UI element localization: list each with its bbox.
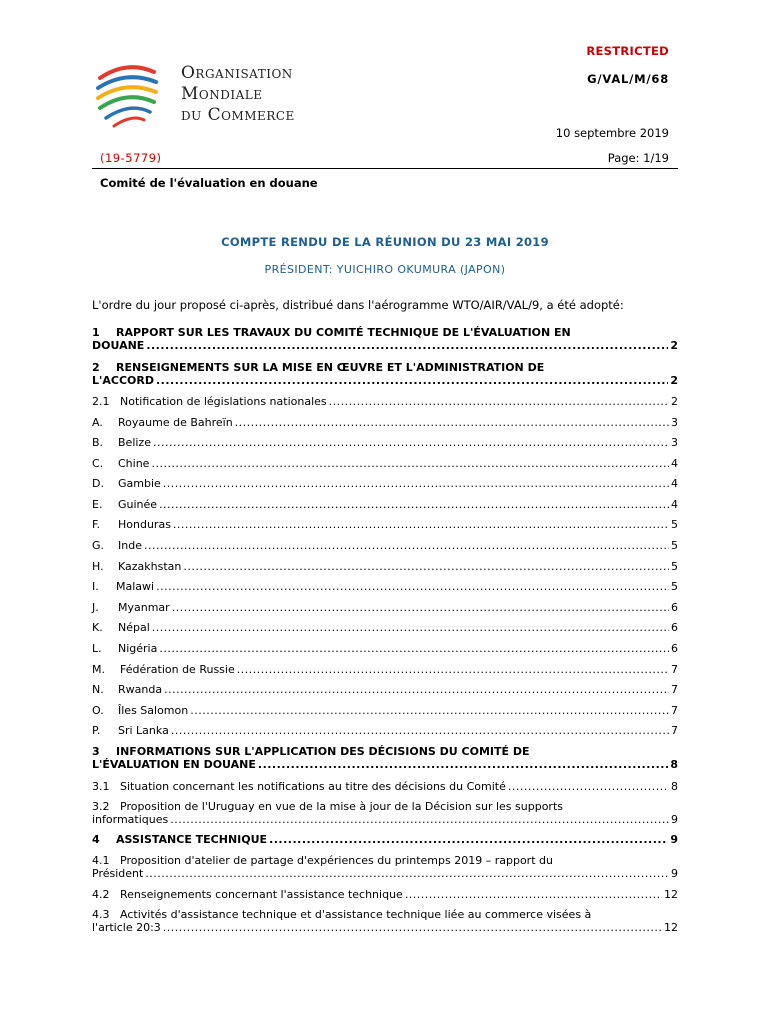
document-date: 10 septembre 2019 (555, 126, 669, 140)
toc-section-1[interactable]: 1 RAPPORT SUR LES TRAVAUX DU COMITÉ TECHNIQUE DE L'ÉVALUATION EN DOUANE ..... 2 (92, 326, 678, 352)
document-number: (19-5779) (100, 151, 162, 165)
toc-section-3[interactable]: 3 INFORMATIONS SUR L'APPLICATION DES DÉCISIONS DU COMITÉ DE L'ÉVALUATION EN DOUANE ..... 8 (92, 745, 678, 771)
toc-country-entry[interactable]: K. Népal ..... 6 (92, 621, 678, 634)
toc-section-4-2[interactable]: 4.2 Renseignements concernant l'assistance technique ..... 12 (92, 888, 678, 901)
organisation-name (181, 63, 295, 126)
toc-country-entry[interactable]: E. Guinée ..... 4 (92, 498, 678, 511)
toc-country-entry[interactable]: M. Fédération de Russie ..... 7 (92, 663, 678, 676)
toc-country-entry[interactable]: C. Chine ..... 4 (92, 457, 678, 470)
toc-section-2[interactable]: 2 RENSEIGNEMENTS SUR LA MISE EN ŒUVRE ET L'ADMINISTRATION DE L'ACCORD ..... 2 (92, 361, 678, 387)
document-symbol: G/VAL/M/68 (587, 72, 669, 86)
toc-country-entry[interactable]: G. Inde ..... 5 (92, 539, 678, 552)
toc-country-entry[interactable]: I. Malawi ..... 5 (92, 580, 678, 593)
header-divider (92, 168, 678, 169)
toc-country-entry[interactable]: P. Sri Lanka ..... 7 (92, 724, 678, 737)
toc-country-entry[interactable]: D. Gambie ..... 4 (92, 477, 678, 490)
page-indicator: Page: 1/19 (607, 151, 669, 165)
toc-country-entry[interactable]: A. Royaume de Bahreïn ..... 3 (92, 416, 678, 429)
toc-section-4-3[interactable]: 4.3 Activités d'assistance technique et d'assistance technique liée au commerce visées à l'article 20:3 ..... 12 (92, 908, 678, 934)
chair-line: PRÉSIDENT: YUICHIRO OKUMURA (JAPON) (264, 263, 506, 276)
intro-paragraph: L'ordre du jour proposé ci-après, distribué dans l'aérogramme WTO/AIR/VAL/9, a été adopté: (92, 298, 624, 312)
toc-section-4-1[interactable]: 4.1 Proposition d'atelier de partage d'expériences du printemps 2019 – rapport du Président ..... 9 (92, 854, 678, 880)
toc-section-4[interactable]: 4 ASSISTANCE TECHNIQUE ..... 9 (92, 833, 678, 846)
toc-section-3-1[interactable]: 3.1 Situation concernant les notifications au titre des décisions du Comité ..... 8 (92, 780, 678, 793)
org-line-1: Organisation (181, 63, 293, 83)
org-line-2: Mondiale (181, 84, 263, 104)
toc-country-entry[interactable]: J. Myanmar ..... 6 (92, 601, 678, 614)
toc-section-3-2[interactable]: 3.2 Proposition de l'Uruguay en vue de la mise à jour de la Décision sur les supports informatiques ..... 9 (92, 800, 678, 826)
toc-country-entry[interactable]: B. Belize ..... 3 (92, 436, 678, 449)
toc-country-entry[interactable]: O. Îles Salomon ..... 7 (92, 704, 678, 717)
toc-country-entry[interactable]: L. Nigéria ..... 6 (92, 642, 678, 655)
toc-section-2-1[interactable]: 2.1 Notification de législations nationales ..... 2 (92, 395, 678, 408)
document-title: COMPTE RENDU DE LA RÉUNION DU 23 MAI 2019 (221, 235, 549, 249)
wto-logo-icon (92, 58, 162, 130)
org-line-3: du Commerce (181, 105, 295, 125)
toc-country-entry[interactable]: H. Kazakhstan ..... 5 (92, 560, 678, 573)
toc-country-entry[interactable]: F. Honduras ..... 5 (92, 518, 678, 531)
committee-name: Comité de l'évaluation en douane (100, 176, 318, 190)
restricted-label: RESTRICTED (586, 44, 669, 58)
toc-country-entry[interactable]: N. Rwanda ..... 7 (92, 683, 678, 696)
